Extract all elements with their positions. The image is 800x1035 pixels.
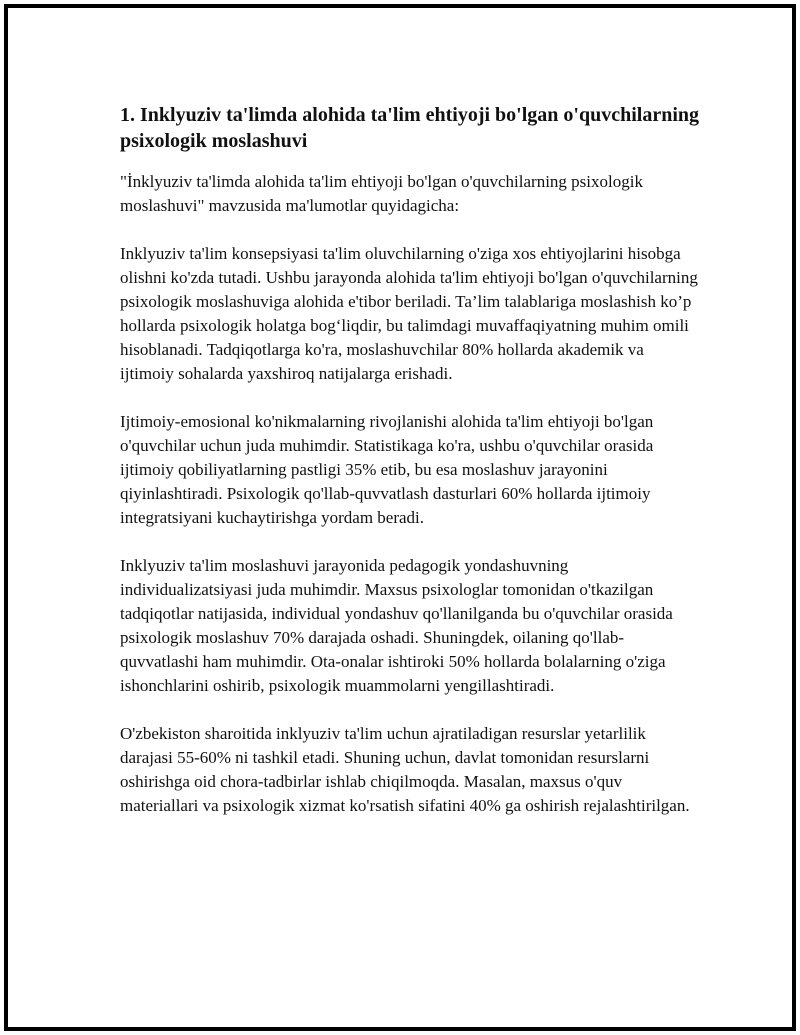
intro-paragraph: "İnklyuziv ta'limda alohida ta'lim ehtiyoji bo'lgan o'quvchilarning psixologik moslashuvi" mavzusida ma'lumotlar quyidagicha: [120, 172, 643, 215]
document-body [120, 96, 700, 842]
section-heading: 1. Inklyuziv ta'limda alohida ta'lim ehtiyoji bo'lgan o'quvchilarning psixologik moslashuvi [120, 104, 699, 152]
paragraph-concept: Inklyuziv ta'lim konsepsiyasi ta'lim oluvchilarning o'ziga xos ehtiyojlarini hisobga olishni ko'zda tutadi. Ushbu jarayonda alohida ta'lim ehtiyoji bo'lgan o'quvchilarning psixologik moslashuviga alohida e'tibor beriladi. Ta’lim talablariga moslashish ko’p hollarda psixologik holatga bog‘liqdir, bu talimdagi muvaffaqiyatning muhim omili hisoblanadi. Tadqiqotlarga ko'ra, moslashuvchilar 80% hollarda akademik va ijtimoiy sohalarda yaxshiroq natijalarga erishadi. [120, 244, 698, 383]
page-frame [4, 4, 796, 1031]
paragraph-individualization: Inklyuziv ta'lim moslashuvi jarayonida pedagogik yondashuvning individualizatsiyasi juda muhimdir. Maxsus psixologlar tomonidan o'tkazilgan tadqiqotlar natijasida, individual yondashuv qo'llanilganda bu o'quvchilar orasida psixologik moslashuv 70% darajada oshadi. Shuningdek, oilaning qo'llab-quvvatlashi ham muhimdir. Ota-onalar ishtiroki 50% hollarda bolalarning o'ziga ishonchlarini oshirib, psixologik muammolarni yengillashtiradi. [120, 556, 673, 695]
paragraph-social-emotional: Ijtimoiy-emosional ko'nikmalarning rivojlanishi alohida ta'lim ehtiyoji bo'lgan o'quvchilar uchun juda muhimdir. Statistikaga ko'ra, ushbu o'quvchilar orasida ijtimoiy qobiliyatlarning pastligi 35% etib, bu esa moslashuv jarayonini qiyinlashtiradi. Psixologik qo'llab-quvvatlash dasturlari 60% hollarda ijtimoiy integratsiyani kuchaytirishga yordam beradi. [120, 412, 654, 527]
paragraph-resources: O'zbekiston sharoitida inklyuziv ta'lim uchun ajratiladigan resurslar yetarlilik darajasi 55-60% ni tashkil etadi. Shuning uchun, davlat tomonidan resurslarni oshirishga oid chora-tadbirlar ishlab chiqilmoqda. Masalan, maxsus o'quv materiallari va psixologik xizmat ko'rsatish sifatini 40% ga oshirish rejalashtirilgan. [120, 724, 690, 815]
